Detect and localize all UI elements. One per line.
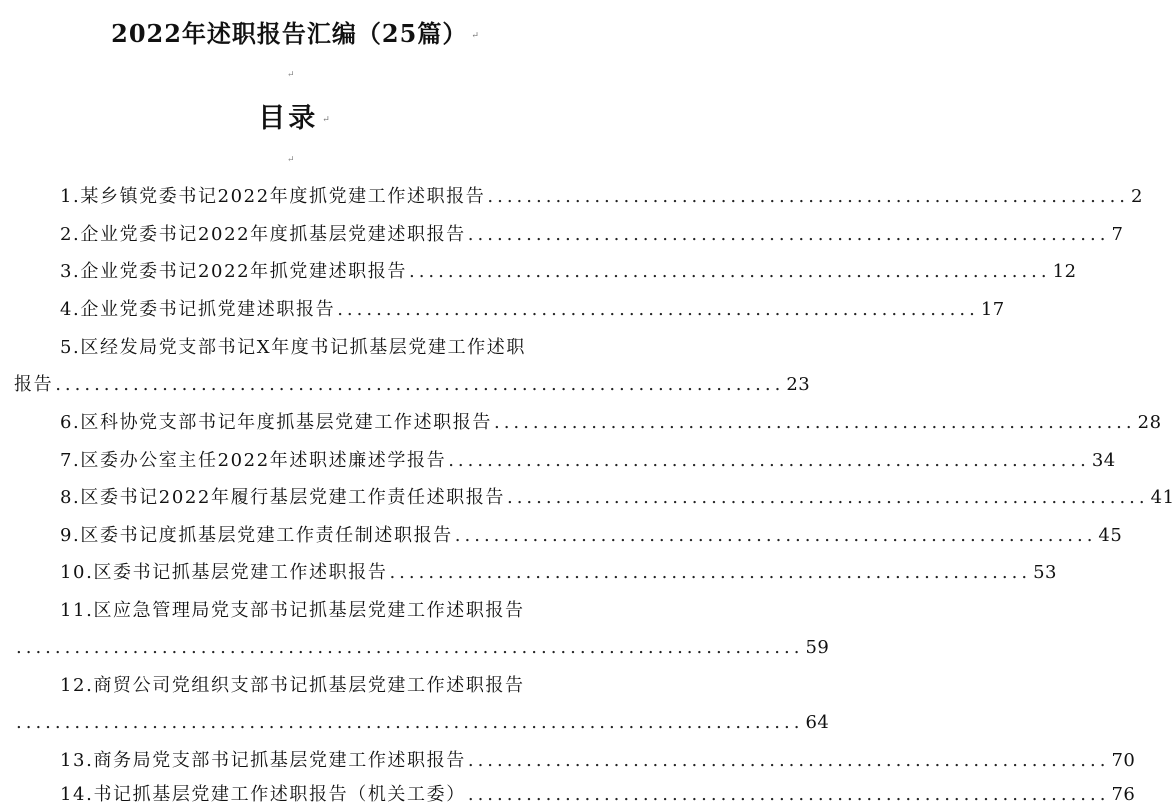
toc-entry-1[interactable]: 1.某乡镇党委书记2022年度抓党建工作述职报告 .................................................................. 2 (60, 182, 574, 212)
leader-dots: .................................................................. (408, 261, 1051, 282)
toc-entry-3[interactable]: 3.企业党委书记2022年抓党建述职报告 .................................................................. 12 (60, 257, 574, 287)
page-number: 7 (1111, 224, 1124, 245)
toc-heading: 目录 ↵ (258, 103, 333, 134)
leader-dots: .................................................................. (389, 562, 1032, 583)
page-number: 59 (805, 637, 830, 658)
page-number: 70 (1111, 750, 1136, 771)
page-number: 17 (980, 299, 1005, 320)
document-title: 2022年述职报告汇编（25篇） ↵ (111, 19, 480, 48)
page-number: 12 (1052, 261, 1077, 282)
paragraph-mark-icon: ↵ (471, 30, 480, 41)
toc-entry-7[interactable]: 7.区委办公室主任2022年述职述廉述学报告 .................................................................. 34 (60, 446, 574, 476)
toc-entry-8[interactable]: 8.区委书记2022年履行基层党建工作责任述职报告 .................................................................. 41 (60, 483, 574, 513)
leader-dots: .................................................................. (506, 487, 1149, 508)
page-number: 53 (1033, 562, 1057, 583)
leader-dots: .................................................................. (467, 784, 1110, 805)
toc-entry-12-line-1[interactable]: 12.商贸公司党组织支部书记抓基层党建工作述职报告 (60, 675, 525, 696)
page-number: 64 (805, 712, 830, 733)
page-number: 41 (1150, 487, 1175, 508)
toc-entry-6[interactable]: 6.区科协党支部书记年度抓基层党建工作述职报告 .................................................................. 28 (60, 408, 574, 438)
toc-entry-13[interactable]: 13.商务局党支部书记抓基层党建工作述职报告 .................................................................. 70 (60, 746, 574, 776)
page-number: 28 (1137, 412, 1162, 433)
leader-dots: ................................................................................. (16, 637, 804, 658)
leader-dots: ................................................................................. (16, 712, 804, 733)
leader-dots: ........................................................................... (55, 374, 785, 395)
toc-entry-12[interactable] (14, 708, 830, 738)
leader-dots: .................................................................. (487, 186, 1130, 207)
toc-entry-11[interactable] (14, 633, 830, 663)
paragraph-mark-icon: ↵ (287, 70, 295, 80)
leader-dots: .................................................................. (448, 450, 1090, 471)
leader-dots: .................................................................. (454, 525, 1097, 546)
toc-entry-14[interactable]: 14.书记抓基层党建工作述职报告（机关工委） .................................................................. 76 (60, 780, 574, 810)
leader-dots: .................................................................. (467, 750, 1110, 771)
toc-entry-9[interactable]: 9.区委书记度抓基层党建工作责任制述职报告 .................................................................. 45 (60, 521, 574, 551)
toc-entry-11-line-1[interactable]: 11.区应急管理局党支部书记抓基层党建工作述职报告 (60, 600, 525, 621)
toc-entry-5[interactable]: 报告 ........................................................................... 23 (14, 370, 574, 400)
toc-entry-4[interactable]: 4.企业党委书记抓党建述职报告 .................................................................. 17 (60, 295, 574, 325)
paragraph-mark-icon: ↵ (287, 155, 295, 165)
page-number: 45 (1098, 525, 1123, 546)
toc-entry-5-line-1[interactable]: 5.区经发局党支部书记X年度书记抓基层党建工作述职 (60, 337, 526, 358)
paragraph-mark-icon: ↵ (322, 114, 333, 125)
page-number: 76 (1111, 784, 1136, 805)
page-number: 34 (1091, 450, 1116, 471)
toc-entry-10[interactable]: 10.区委书记抓基层党建工作述职报告 .................................................................. 53 (60, 558, 574, 588)
leader-dots: .................................................................. (467, 224, 1110, 245)
leader-dots: .................................................................. (337, 299, 979, 320)
toc-entry-2[interactable]: 2.企业党委书记2022年度抓基层党建述职报告 .................................................................. 7 (60, 220, 574, 250)
leader-dots: .................................................................. (493, 412, 1136, 433)
page-number: 2 (1131, 186, 1143, 207)
page-number: 23 (786, 374, 811, 395)
